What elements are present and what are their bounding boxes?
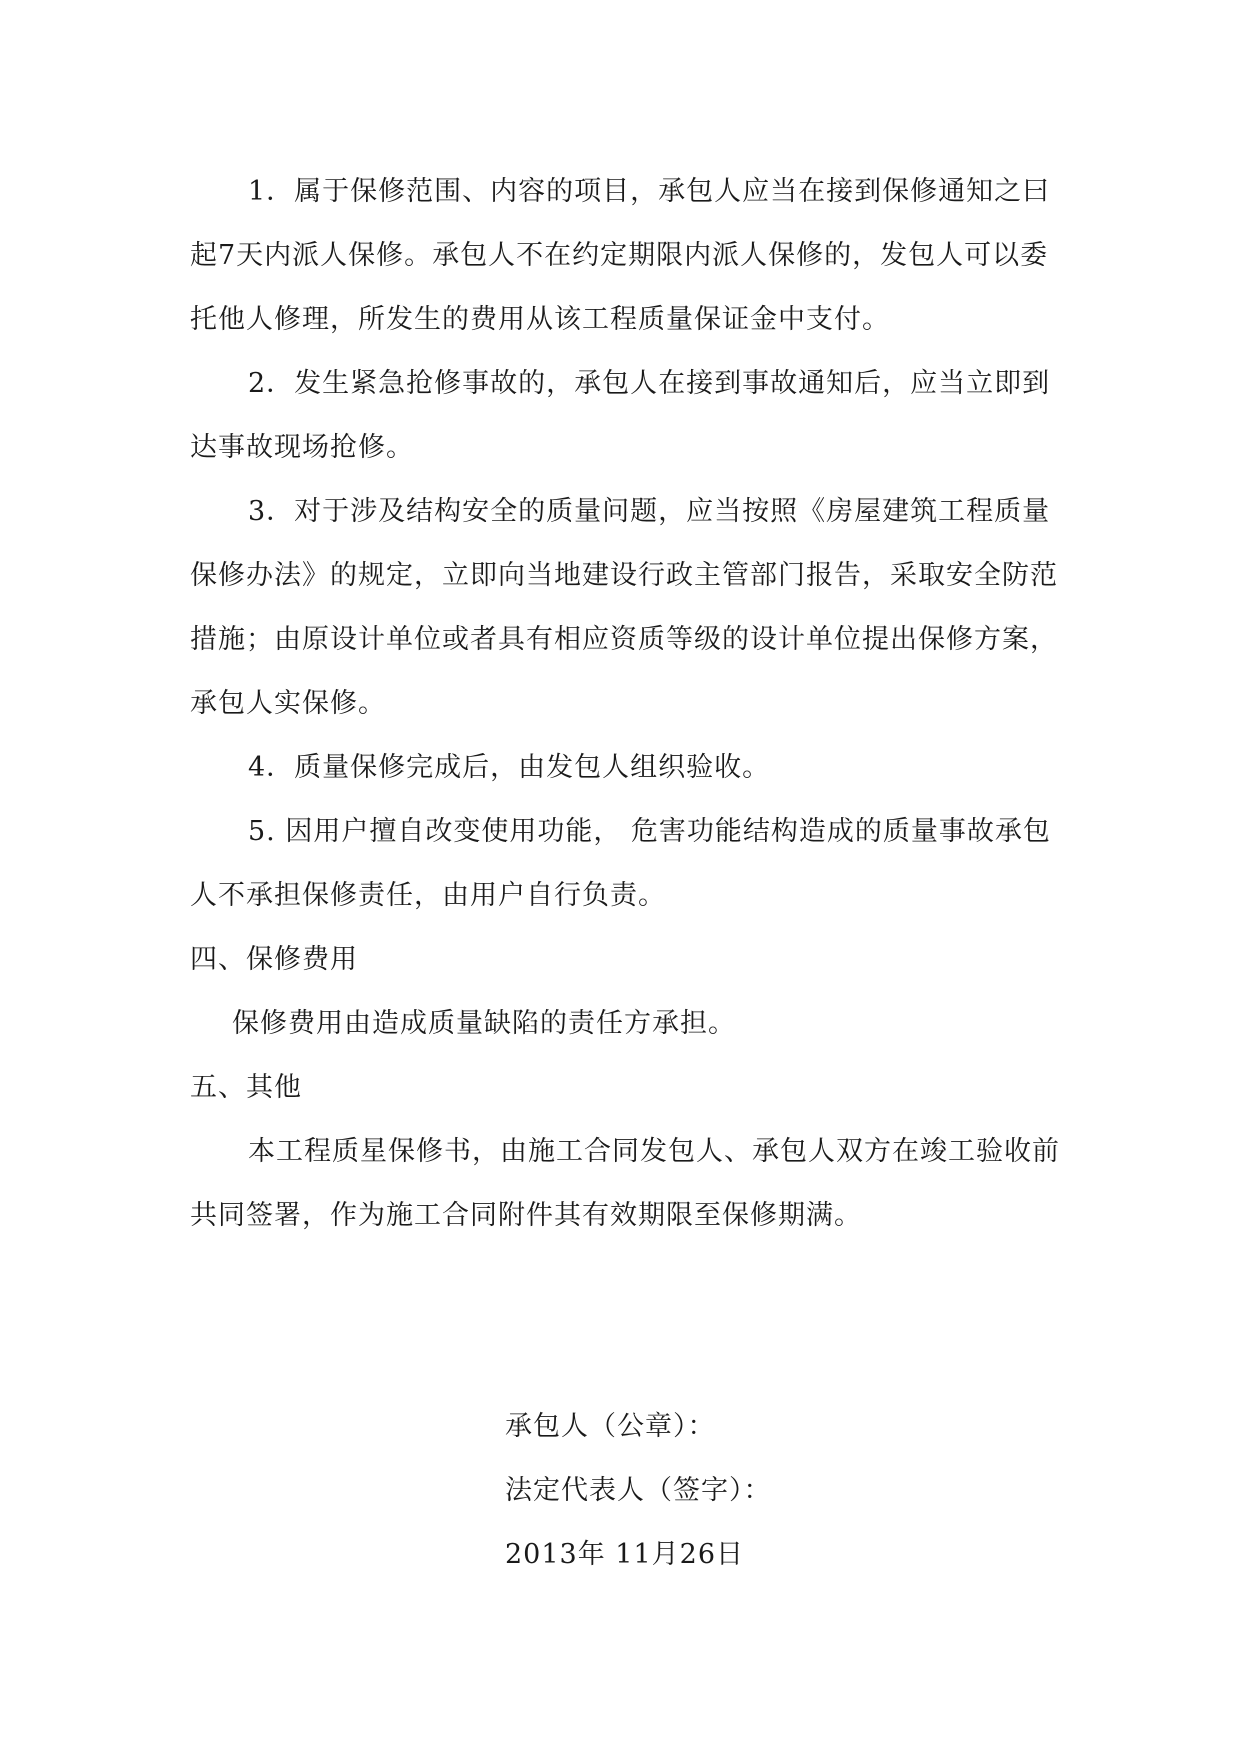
document-body <box>190 160 1070 1248</box>
clause-5-paragraph: 5. 因用户擅自改变使用功能， 危害功能结构造成的质量事故承包人不承担保修责任，由用户自行负责。 <box>190 816 1051 911</box>
section-heading-other: 五、其他 <box>190 1072 302 1103</box>
clause-2-paragraph: 2．发生紧急抢修事故的，承包人在接到事故通知后，应当立即到达事故现场抢修。 <box>190 368 1051 463</box>
contractor-seal-line: 承包人（公章）： <box>505 1411 716 1442</box>
warranty-cost-paragraph: 保修费用由造成质量缺陷的责任方承担。 <box>232 1008 736 1039</box>
signature-date: 2013年 11月26日 <box>505 1539 745 1570</box>
clause-1-paragraph: 1．属于保修范围、内容的项目，承包人应当在接到保修通知之曰起7天内派人保修。承包人不在约定期限内派人保修的，发包人可以委托他人修理，所发生的费用从该工程质量保证金中支付。 <box>190 176 1051 335</box>
section-heading-warranty-cost: 四、保修费用 <box>190 944 358 975</box>
other-paragraph: 本工程质星保修书，由施工合同发包人、承包人双方在竣工验收前共同签署，作为施工合同附件其有效期限至保修期满。 <box>190 1136 1060 1231</box>
clause-3-paragraph: 3．对于涉及结构安全的质量问题，应当按照《房屋建筑工程质量保修办法》的规定，立即向当地建设行政主管部门报告，采取安全防范措施；由原设计单位或者具有相应资质等级的设计单位提出保修方案，承包人实保修。 <box>190 496 1058 719</box>
legal-representative-line: 法定代表人（签字）： <box>505 1475 772 1506</box>
signature-block <box>505 1395 772 1587</box>
clause-4-paragraph: 4．质量保修完成后，由发包人组织验收。 <box>248 752 771 783</box>
